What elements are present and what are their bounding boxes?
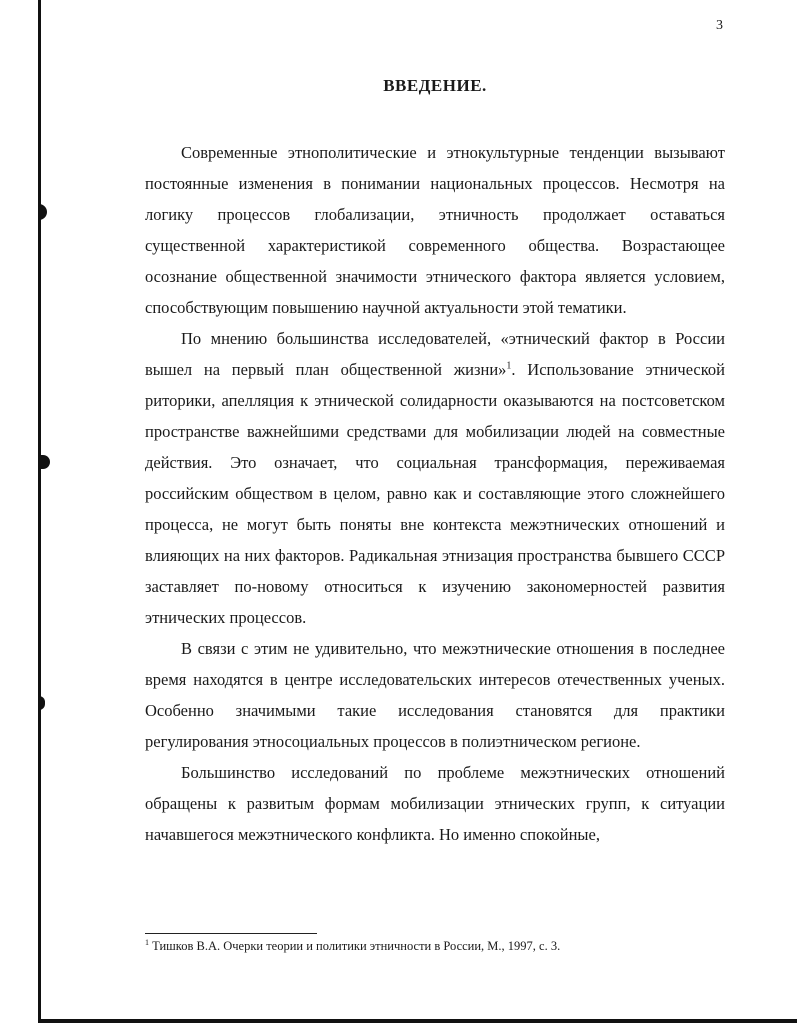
page-heading: ВВЕДЕНИЕ. [383, 76, 487, 95]
scan-left-border [38, 0, 41, 1022]
paragraph-4: Большинство исследований по проблеме межэтнических отношений обращены к развитым формам мобилизации этнических групп, к ситуации начавшегося межэтнического конфликта. Но именно спокойные, [145, 763, 725, 844]
footnote-marker: 1 [145, 938, 149, 947]
page-number: 3 [716, 18, 723, 33]
paragraph-3: В связи с этим не удивительно, что межэтнические отношения в последнее время находятся в центре исследовательских интересов отечественных ученых. Особенно значимыми такие исследования становятся для практики регулирования этносоциальных процессов в полиэтническом регионе. [145, 639, 725, 751]
footnote-separator [145, 933, 317, 934]
binder-hole-mark [38, 204, 47, 220]
paragraph-2 [145, 323, 725, 633]
footnote [145, 938, 560, 954]
paragraph-2-text-before-ref: По мнению большинства исследователей, «этнический фактор в России вышел на первый план общественной жизни» [145, 329, 725, 379]
footnote-text: Тишков В.А. Очерки теории и политики этничности в России, М., 1997, с. 3. [149, 939, 561, 954]
binder-hole-mark [38, 455, 50, 469]
paragraph-2-text-after-ref: . Использование этнической риторики, апелляция к этнической солидарности оказываются на постсоветском пространстве важнейшими средствами для мобилизации людей на совместные действия. Это означает, что социальная трансформация, переживаемая российским обществом в целом, равно как и составляющие этого сложнейшего процесса, не могут быть поняты вне контекста межэтнических отношений и влияющих на них факторов. Радикальная этнизация пространства бывшего СССР заставляет по-новому относиться к изучению закономерностей развития этнических процессов. [145, 360, 726, 627]
scan-bottom-border [38, 1019, 797, 1023]
footnote-reference: 1 [506, 360, 512, 372]
binder-hole-mark [38, 696, 45, 710]
body-text [145, 137, 725, 850]
paragraph-1: Современные этнополитические и этнокультурные тенденции вызывают постоянные изменения в понимании национальных процессов. Несмотря на логику процессов глобализации, этничность продолжает оставаться существенной характеристикой современного общества. Возрастающее осознание общественной значимости этнического фактора является условием, способствующим повышению научной актуальности этой тематики. [145, 143, 725, 317]
